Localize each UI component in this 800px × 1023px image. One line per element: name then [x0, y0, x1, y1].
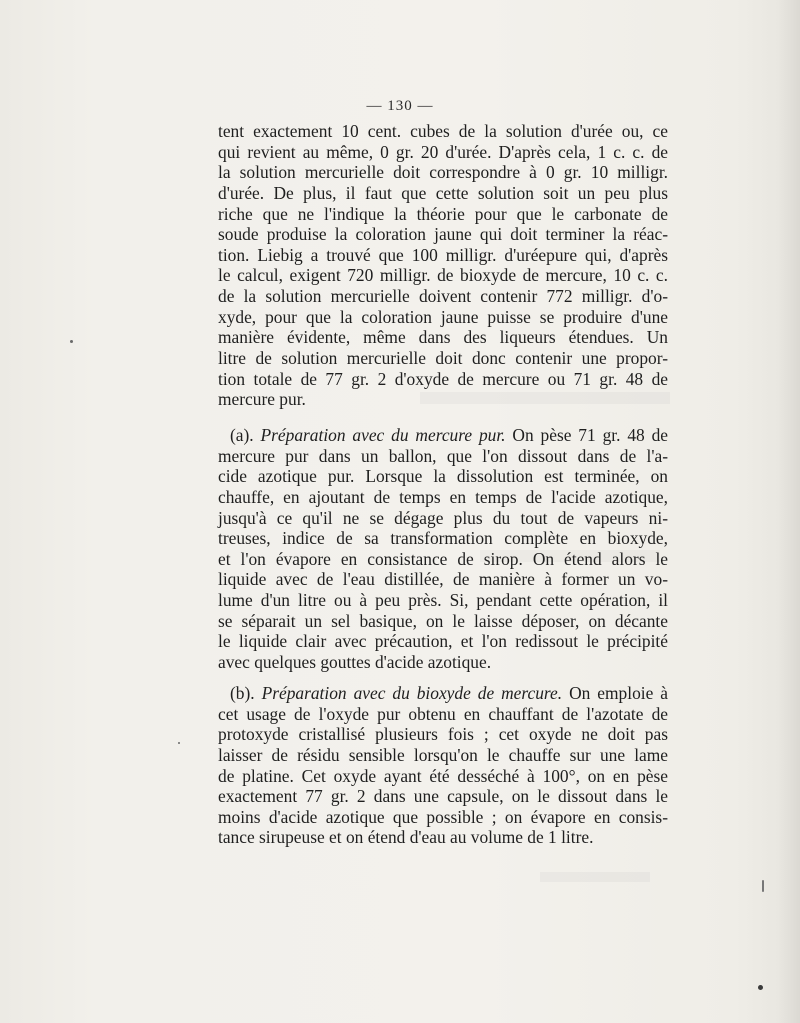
text-line: lume d'un litre ou à peu près. Si, pendant cette opération, il — [218, 590, 668, 611]
scan-speck — [758, 985, 763, 990]
text-line: xyde, pour que la coloration jaune puisse se produire d'une — [218, 306, 668, 327]
text-line: riche que ne l'indique la théorie pour que le carbonate de — [218, 203, 668, 224]
paragraph-preparation-bioxide — [218, 683, 668, 848]
text-line: litre de solution mercurielle doit donc contenir une propor- — [218, 348, 668, 369]
text-line: laisser de résidu sensible lorsqu'on le chauffe sur une lame — [218, 744, 668, 765]
text-line: et l'on évapore en consistance de sirop. On étend alors le — [218, 548, 668, 569]
text-line: qui revient au même, 0 gr. 20 d'urée. D'après cela, 1 c. c. de — [218, 141, 668, 162]
show-through-text — [540, 872, 650, 882]
text-line: cet usage de l'oxyde pur obtenu en chauffant de l'azotate de — [218, 703, 668, 724]
text-line: cide azotique pur. Lorsque la dissolution est terminée, on — [218, 466, 668, 487]
text-line: de la solution mercurielle doivent contenir 772 milligr. d'o- — [218, 286, 668, 307]
text-line: mercure pur. — [218, 389, 306, 410]
section-title: Préparation avec du mercure pur. — [260, 425, 506, 445]
scan-speck — [70, 340, 73, 343]
text-line: jusqu'à ce qu'il ne se dégage plus du tout de vapeurs ni- — [218, 507, 668, 528]
text-line: tion. Liebig a trouvé que 100 milligr. d'uréepure qui, d'après — [218, 244, 668, 265]
text-line: treuses, indice de sa transformation complète en bioxyde, — [218, 528, 668, 549]
text-line: d'urée. De plus, il faut que cette solution soit un peu plus — [218, 182, 668, 203]
text-line: (b). Préparation avec du bioxyde de mercure. On emploie à — [230, 683, 668, 703]
text-line: tent exactement 10 cent. cubes de la solution d'urée ou, ce — [218, 121, 668, 141]
text-line: la solution mercurielle doit correspondre à 0 gr. 10 milligr. — [218, 162, 668, 183]
text-line: se séparait un sel basique, on le laisse déposer, on décante — [218, 610, 668, 631]
text-line: chauffe, en ajoutant de temps en temps de l'acide azotique, — [218, 486, 668, 507]
scan-speck — [178, 742, 180, 744]
text-line: exactement 77 gr. 2 dans une capsule, on le dissout dans le — [218, 786, 668, 807]
text-line: moins d'acide azotique que possible ; on évapore en consis- — [218, 806, 668, 827]
text-line: tance sirupeuse et on étend d'eau au volume de 1 litre. — [218, 827, 594, 848]
text-line: de platine. Cet oxyde ayant été desséché à 100°, on en pèse — [218, 765, 668, 786]
text-line: le liquide clair avec précaution, et l'on redissout le précipité — [218, 631, 668, 652]
text-line: liquide avec de l'eau distillée, de manière à former un vo- — [218, 569, 668, 590]
paragraph-preparation-mercury — [218, 425, 668, 673]
text-line: (a). Préparation avec du mercure pur. On pèse 71 gr. 48 de — [230, 425, 669, 445]
text-line: mercure pur dans un ballon, que l'on dissout dans de l'a- — [218, 445, 668, 466]
text-line: soude produise la coloration jaune qui doit terminer la réac- — [218, 224, 668, 245]
text-line: protoxyde cristallisé plusieurs fois ; cet oxyde ne doit pas — [218, 724, 668, 745]
section-title: Préparation avec du bioxyde de mercure. — [261, 683, 563, 703]
paragraph-urea-solution — [218, 121, 668, 410]
text-line: le calcul, exigent 720 milligr. de bioxyde de mercure, 10 c. c. — [218, 265, 668, 286]
text-line: tion totale de 77 gr. 2 d'oxyde de mercure ou 71 gr. 48 de — [218, 368, 668, 389]
text-line: manière évidente, même dans des liqueurs étendues. Un — [218, 327, 668, 348]
text-line: avec quelques gouttes d'acide azotique. — [218, 652, 492, 673]
scan-speck — [762, 880, 764, 892]
page-number-header: — 130 — — [366, 98, 434, 114]
page-edge-shadow — [778, 0, 800, 1023]
